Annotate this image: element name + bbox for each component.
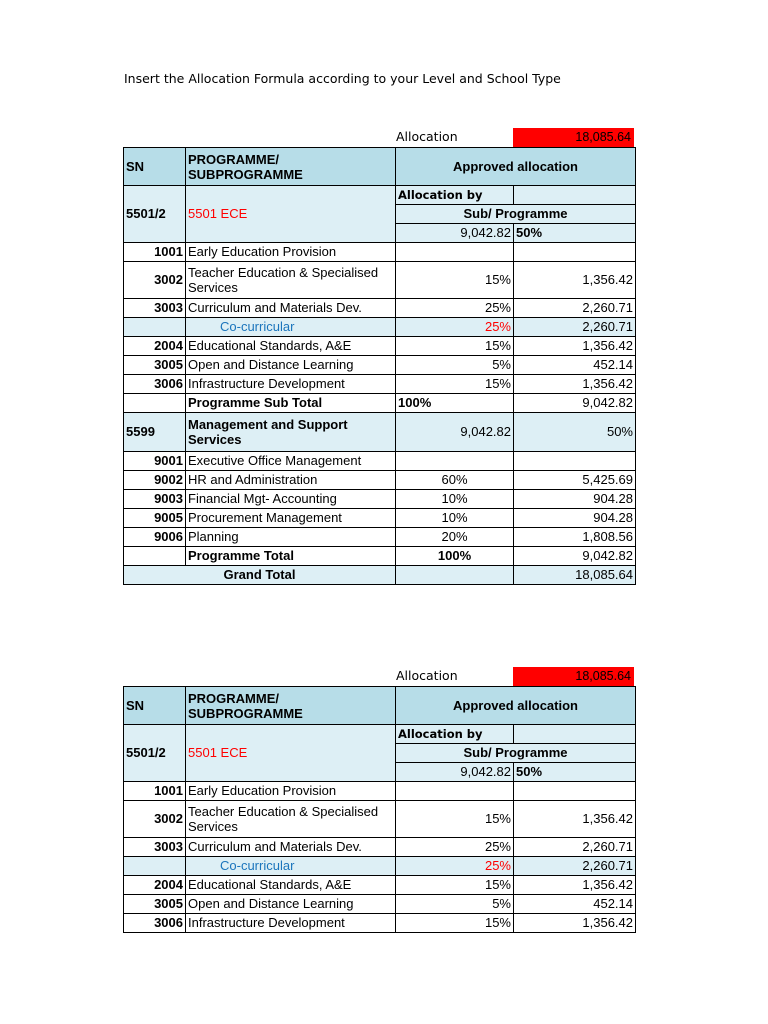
code-cell[interactable]: 3002 [124,801,186,838]
name-cell[interactable]: Teacher Education & Specialised Services [186,262,396,299]
pct-cell[interactable]: 20% [396,528,514,547]
table-row [124,509,636,528]
table-row [124,782,636,801]
name-cell[interactable]: Planning [186,528,396,547]
ece-amount-cell[interactable]: 9,042.82 [396,763,514,782]
table-row [124,490,636,509]
name-cell[interactable]: Open and Distance Learning [186,356,396,375]
approved-allocation-header[interactable]: Approved allocation [396,148,636,186]
allocation-label: Allocation [396,129,458,144]
empty-cell[interactable] [396,566,514,585]
pct-cell[interactable]: 5% [396,356,514,375]
amount-cell[interactable]: 1,356.42 [514,914,636,933]
ece-sn-cell[interactable]: 5501/2 [124,725,186,782]
amount-cell[interactable]: 2,260.71 [514,318,636,337]
table-row [124,243,636,262]
programme-header-line1: PROGRAMME/ [188,151,279,167]
mgmt-sn-cell[interactable]: 5599 [124,413,186,452]
mgmt-name-cell[interactable]: Management and Support Services [186,413,396,452]
programme-header[interactable] [186,148,396,186]
amount-cell[interactable]: 2,260.71 [514,857,636,876]
amount-cell[interactable]: 452.14 [514,895,636,914]
name-cell[interactable]: Curriculum and Materials Dev. [186,838,396,857]
pct-cell[interactable]: 5% [396,895,514,914]
allocation-table-block-2 [123,667,635,933]
name-cell[interactable]: Executive Office Management [186,452,396,471]
amount-cell[interactable]: 452.14 [514,356,636,375]
pct-cell[interactable]: 15% [396,801,514,838]
instruction-text: Insert the Allocation Formula according to your Level and School Type [124,71,561,86]
name-cell[interactable]: HR and Administration [186,471,396,490]
allocation-table [123,147,636,585]
empty-cell[interactable] [124,394,186,413]
code-cell[interactable]: 9006 [124,528,186,547]
mgmt-pct-cell[interactable]: 50% [514,413,636,452]
pct-cell[interactable]: 15% [396,876,514,895]
code-cell[interactable]: 9001 [124,452,186,471]
ece-amount-cell[interactable]: 9,042.82 [396,224,514,243]
allocation-value-cell[interactable]: 18,085.64 [513,667,634,686]
table-row [124,356,636,375]
table-row [124,318,636,337]
amount-cell[interactable]: 5,425.69 [514,471,636,490]
amount-cell[interactable]: 2,260.71 [514,299,636,318]
code-cell[interactable]: 1001 [124,243,186,262]
pct-cell[interactable]: 15% [396,262,514,299]
name-cell[interactable]: Educational Standards, A&E [186,876,396,895]
programme-header-line1: PROGRAMME/ [188,690,279,706]
subtotal-amount-cell[interactable]: 9,042.82 [514,394,636,413]
table-row [124,528,636,547]
code-cell[interactable] [124,318,186,337]
code-cell[interactable]: 3003 [124,299,186,318]
allocation-line [123,667,635,686]
code-cell[interactable]: 9002 [124,471,186,490]
table-row [124,471,636,490]
table-row [124,857,636,876]
table-row [124,801,636,838]
table-row [124,452,636,471]
empty-cell[interactable] [514,725,636,744]
amount-cell[interactable]: 1,808.56 [514,528,636,547]
pct-cell[interactable]: 25% [396,857,514,876]
code-cell[interactable]: 3003 [124,838,186,857]
name-cell[interactable]: Infrastructure Development [186,914,396,933]
programme-total-pct-cell[interactable]: 100% [396,547,514,566]
code-cell[interactable]: 9003 [124,490,186,509]
programme-header-line2: SUBPROGRAMME [188,705,303,721]
subtotal-pct-cell[interactable]: 100% [396,394,514,413]
sn-header[interactable]: SN [124,148,186,186]
code-cell[interactable]: 3006 [124,375,186,394]
name-cell[interactable]: Teacher Education & Specialised Services [186,801,396,838]
ece-name-cell[interactable]: 5501 ECE [186,725,396,782]
allocation-by-cell[interactable]: Allocation by [396,725,514,744]
mgmt-amount-cell[interactable]: 9,042.82 [396,413,514,452]
allocation-by-cell[interactable]: Allocation by [396,186,514,205]
code-cell[interactable]: 2004 [124,337,186,356]
code-cell[interactable]: 3006 [124,914,186,933]
table-row [124,838,636,857]
amount-cell[interactable]: 1,356.42 [514,375,636,394]
amount-cell[interactable]: 1,356.42 [514,337,636,356]
pct-cell[interactable]: 60% [396,471,514,490]
allocation-label: Allocation [396,668,458,683]
code-cell[interactable]: 1001 [124,782,186,801]
grand-total-label-cell[interactable]: Grand Total [124,566,396,585]
header-row [124,687,636,725]
code-cell[interactable]: 3002 [124,262,186,299]
pct-cell[interactable]: 15% [396,375,514,394]
pct-cell[interactable]: 25% [396,838,514,857]
allocation-line [123,128,635,147]
header-row [124,148,636,186]
code-cell[interactable]: 3005 [124,895,186,914]
pct-cell[interactable] [396,452,514,471]
sub-programme-cell[interactable]: Sub/ Programme [396,744,636,763]
pct-cell[interactable] [396,782,514,801]
name-cell[interactable]: Procurement Management [186,509,396,528]
allocation-value-cell[interactable]: 18,085.64 [513,128,634,147]
table-row [124,876,636,895]
name-cell[interactable]: Early Education Provision [186,243,396,262]
programme-subtotal-row [124,394,636,413]
ece-name-cell[interactable]: 5501 ECE [186,186,396,243]
name-cell[interactable]: Co-curricular [186,857,396,876]
ece-pct-cell[interactable]: 50% [514,763,636,782]
pct-cell[interactable]: 25% [396,318,514,337]
name-cell[interactable]: Open and Distance Learning [186,895,396,914]
pct-cell[interactable] [396,243,514,262]
code-cell[interactable]: 3005 [124,356,186,375]
name-cell[interactable]: Co-curricular [186,318,396,337]
pct-cell[interactable]: 10% [396,509,514,528]
empty-cell[interactable] [124,547,186,566]
programme-total-amount-cell[interactable]: 9,042.82 [514,547,636,566]
allocation-table [123,686,636,933]
sub-programme-cell[interactable]: Sub/ Programme [396,205,636,224]
mgmt-row [124,413,636,452]
programme-total-label-cell[interactable]: Programme Total [186,547,396,566]
ece-row-1 [124,186,636,205]
amount-cell[interactable] [514,782,636,801]
name-cell[interactable]: Early Education Provision [186,782,396,801]
programme-header[interactable] [186,687,396,725]
programme-total-row [124,547,636,566]
code-cell[interactable]: 9005 [124,509,186,528]
table-row [124,895,636,914]
subtotal-label-cell[interactable]: Programme Sub Total [186,394,396,413]
amount-cell[interactable]: 1,356.42 [514,262,636,299]
approved-allocation-header[interactable]: Approved allocation [396,687,636,725]
code-cell[interactable] [124,857,186,876]
table-row [124,299,636,318]
amount-cell[interactable]: 904.28 [514,509,636,528]
amount-cell[interactable]: 1,356.42 [514,876,636,895]
table-row [124,337,636,356]
name-cell[interactable]: Educational Standards, A&E [186,337,396,356]
name-cell[interactable]: Financial Mgt- Accounting [186,490,396,509]
grand-total-amount-cell[interactable]: 18,085.64 [514,566,636,585]
name-cell[interactable]: Infrastructure Development [186,375,396,394]
ece-sn-cell[interactable]: 5501/2 [124,186,186,243]
amount-cell[interactable]: 1,356.42 [514,801,636,838]
pct-cell[interactable]: 15% [396,914,514,933]
amount-cell[interactable] [514,243,636,262]
amount-cell[interactable] [514,452,636,471]
pct-cell[interactable]: 25% [396,299,514,318]
name-cell[interactable]: Curriculum and Materials Dev. [186,299,396,318]
table-row [124,375,636,394]
pct-cell[interactable]: 15% [396,337,514,356]
grand-total-row [124,566,636,585]
ece-row-1 [124,725,636,744]
table-row [124,914,636,933]
allocation-table-block-1 [123,128,635,585]
code-cell[interactable]: 2004 [124,876,186,895]
table-row [124,262,636,299]
pct-cell[interactable]: 10% [396,490,514,509]
empty-cell[interactable] [514,186,636,205]
ece-pct-cell[interactable]: 50% [514,224,636,243]
amount-cell[interactable]: 904.28 [514,490,636,509]
programme-header-line2: SUBPROGRAMME [188,166,303,182]
sn-header[interactable]: SN [124,687,186,725]
amount-cell[interactable]: 2,260.71 [514,838,636,857]
